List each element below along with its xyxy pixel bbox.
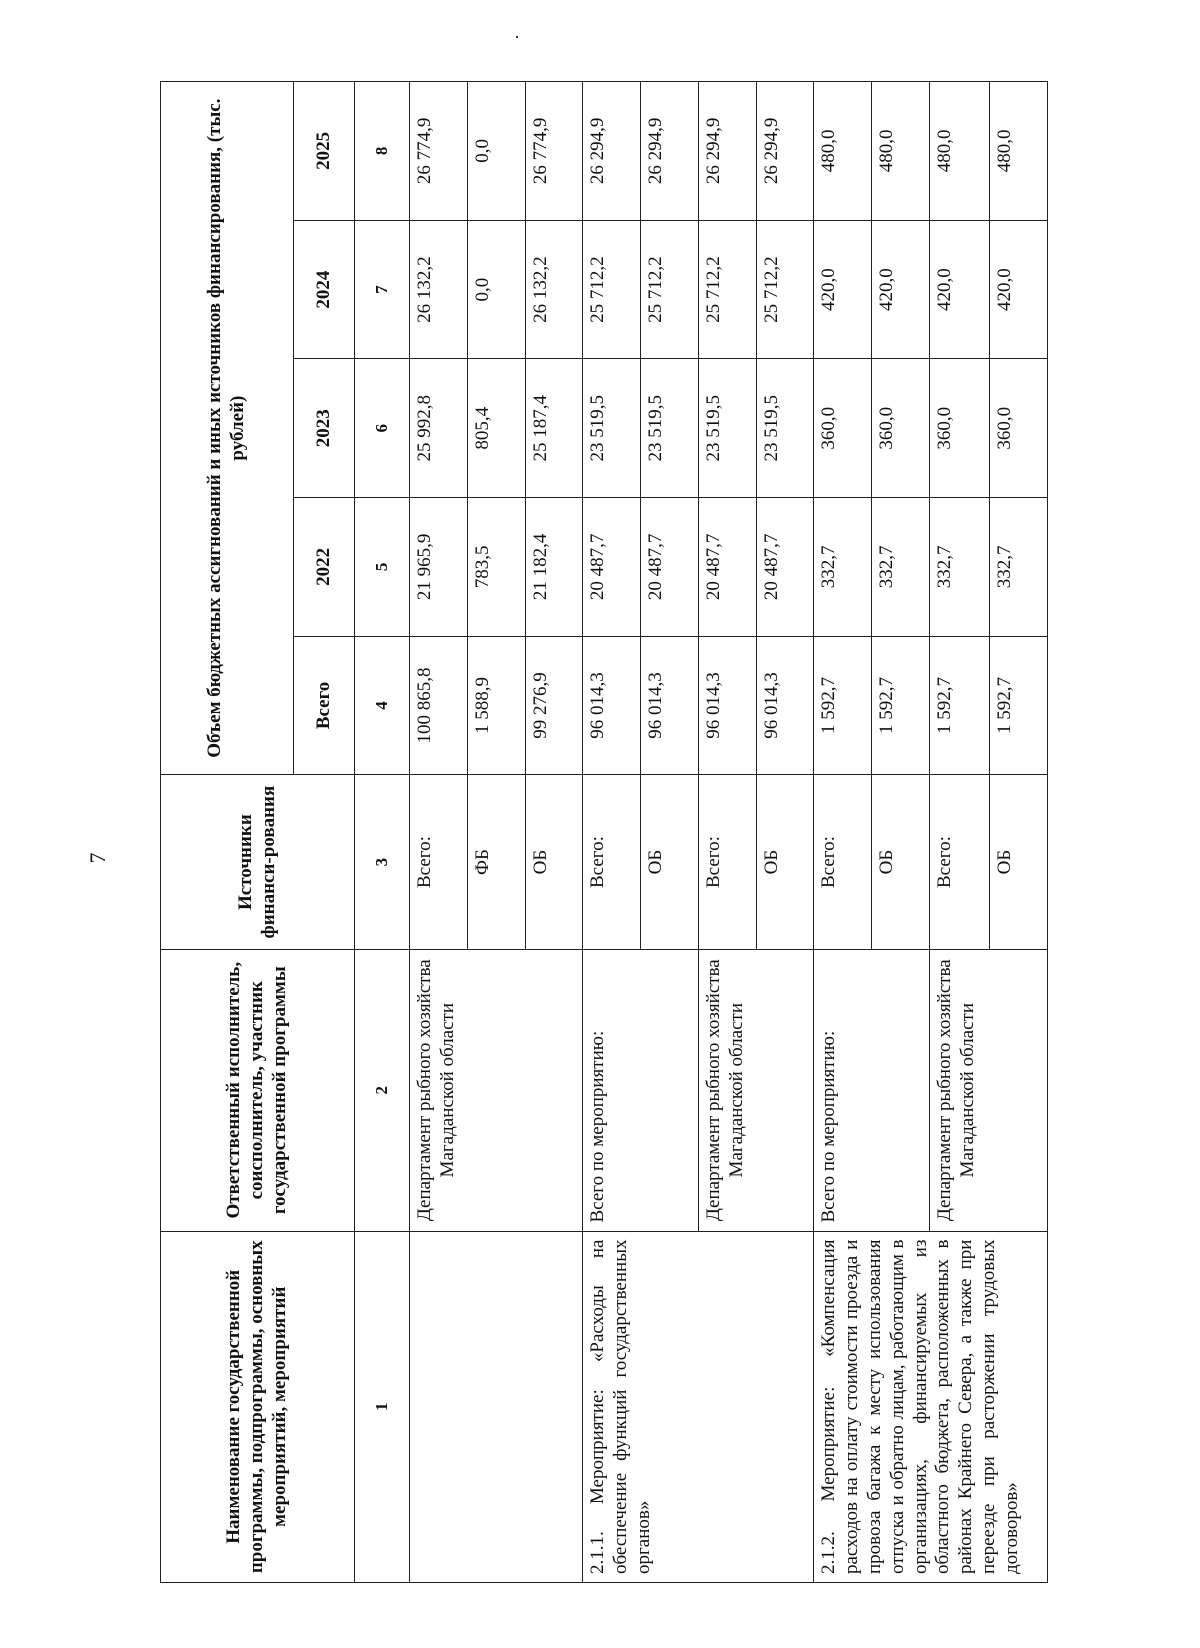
column-number: 1 — [355, 1231, 410, 1582]
value-2022: 21 182,4 — [525, 498, 583, 637]
scan-dot — [516, 36, 518, 38]
value-2023: 360,0 — [814, 359, 872, 498]
value-2025: 480,0 — [872, 82, 930, 221]
value-2024: 26 132,2 — [525, 220, 583, 359]
value-2023: 360,0 — [930, 359, 990, 498]
responsible-cell: Департамент рыбного хозяйства Магаданской области — [698, 949, 814, 1231]
value-2025: 26 294,9 — [756, 82, 814, 221]
source-cell: Всего: — [410, 775, 468, 950]
value-2023: 25 992,8 — [410, 359, 468, 498]
responsible-cell: Департамент рыбного хозяйства Магаданской области — [410, 949, 583, 1231]
value-2025: 26 294,9 — [698, 82, 756, 221]
source-cell: Всего: — [814, 775, 872, 950]
value-total: 96 014,3 — [583, 636, 641, 775]
value-2024: 420,0 — [990, 220, 1048, 359]
page-number: 7 — [85, 852, 110, 864]
column-number: 4 — [355, 636, 410, 775]
header-2025: 2025 — [294, 82, 355, 221]
value-2024: 26 132,2 — [410, 220, 468, 359]
header-program-name: Наименование государственной программы, подпрограммы, основных мероприятий, мероприятий — [161, 1231, 355, 1582]
source-cell: ОБ — [990, 775, 1048, 950]
value-2025: 26 774,9 — [410, 82, 468, 221]
value-2022: 332,7 — [872, 498, 930, 637]
program-name-cell: 2.1.1. Мероприятие: «Расходы на обеспечение функций государственных органов» — [583, 1231, 814, 1582]
header-2022: 2022 — [294, 498, 355, 637]
value-2022: 20 487,7 — [583, 498, 641, 637]
header-budget-volume: Объем бюджетных ассигнований и иных источников финансирования, (тыс. рублей) — [161, 82, 294, 775]
table-row — [410, 82, 468, 1583]
value-2023: 25 187,4 — [525, 359, 583, 498]
value-2022: 20 487,7 — [641, 498, 699, 637]
value-2023: 360,0 — [990, 359, 1048, 498]
value-2023: 23 519,5 — [698, 359, 756, 498]
header-funding-source: Источники финанси-рования — [161, 775, 355, 950]
value-2022: 783,5 — [467, 498, 525, 637]
column-number: 6 — [355, 359, 410, 498]
value-total: 1 592,7 — [990, 636, 1048, 775]
value-2024: 25 712,2 — [698, 220, 756, 359]
source-cell: ОБ — [756, 775, 814, 950]
program-name-cell — [410, 1231, 583, 1582]
header-2023: 2023 — [294, 359, 355, 498]
responsible-cell: Всего по мероприятию: — [814, 949, 930, 1231]
value-2022: 332,7 — [930, 498, 990, 637]
value-2025: 26 294,9 — [641, 82, 699, 221]
value-2025: 480,0 — [990, 82, 1048, 221]
source-cell: ФБ — [467, 775, 525, 950]
value-2023: 805,4 — [467, 359, 525, 498]
source-cell: ОБ — [641, 775, 699, 950]
column-number: 2 — [355, 949, 410, 1231]
source-cell: ОБ — [872, 775, 930, 950]
source-cell: ОБ — [525, 775, 583, 950]
value-total: 99 276,9 — [525, 636, 583, 775]
value-2024: 25 712,2 — [756, 220, 814, 359]
source-cell: Всего: — [930, 775, 990, 950]
value-2025: 26 774,9 — [525, 82, 583, 221]
column-number: 8 — [355, 82, 410, 221]
value-2025: 26 294,9 — [583, 82, 641, 221]
value-2024: 25 712,2 — [583, 220, 641, 359]
value-2025: 480,0 — [930, 82, 990, 221]
value-2024: 420,0 — [814, 220, 872, 359]
value-2024: 25 712,2 — [641, 220, 699, 359]
column-number: 7 — [355, 220, 410, 359]
value-2024: 420,0 — [930, 220, 990, 359]
value-2024: 420,0 — [872, 220, 930, 359]
responsible-cell: Всего по мероприятию: — [583, 949, 699, 1231]
value-total: 1 592,7 — [930, 636, 990, 775]
value-2022: 20 487,7 — [756, 498, 814, 637]
value-total: 96 014,3 — [756, 636, 814, 775]
value-2022: 21 965,9 — [410, 498, 468, 637]
responsible-cell: Департамент рыбного хозяйства Магаданской области — [930, 949, 1048, 1231]
value-total: 100 865,8 — [410, 636, 468, 775]
value-total: 1 592,7 — [872, 636, 930, 775]
source-cell: Всего: — [698, 775, 756, 950]
value-2024: 0,0 — [467, 220, 525, 359]
column-number: 3 — [355, 775, 410, 950]
value-total: 1 588,9 — [467, 636, 525, 775]
table-row — [814, 82, 872, 1583]
value-2022: 20 487,7 — [698, 498, 756, 637]
value-2022: 332,7 — [814, 498, 872, 637]
value-2023: 23 519,5 — [641, 359, 699, 498]
value-total: 96 014,3 — [698, 636, 756, 775]
value-2023: 360,0 — [872, 359, 930, 498]
table-row — [583, 82, 641, 1583]
value-2025: 0,0 — [467, 82, 525, 221]
value-total: 96 014,3 — [641, 636, 699, 775]
value-total: 1 592,7 — [814, 636, 872, 775]
header-responsible: Ответственный исполнитель, соисполнитель, участник государственной программы — [161, 949, 355, 1231]
value-2025: 480,0 — [814, 82, 872, 221]
value-2023: 23 519,5 — [756, 359, 814, 498]
program-name-cell: 2.1.2. Мероприятие: «Компенсация расходов на оплату стоимости проезда и провоза багажа к месту использования отпуска и обратно лицам, работающим в организациях, финансируемых из областного бюджета, расположенных в районах Крайнего Севера, а также при переезде при расторжении трудовых договоров» — [814, 1231, 1048, 1582]
source-cell: Всего: — [583, 775, 641, 950]
value-2022: 332,7 — [990, 498, 1048, 637]
value-2023: 23 519,5 — [583, 359, 641, 498]
column-number: 5 — [355, 498, 410, 637]
header-2024: 2024 — [294, 220, 355, 359]
rotated-table-container — [160, 81, 1048, 1583]
header-total: Всего — [294, 636, 355, 775]
budget-table — [160, 81, 1048, 1583]
